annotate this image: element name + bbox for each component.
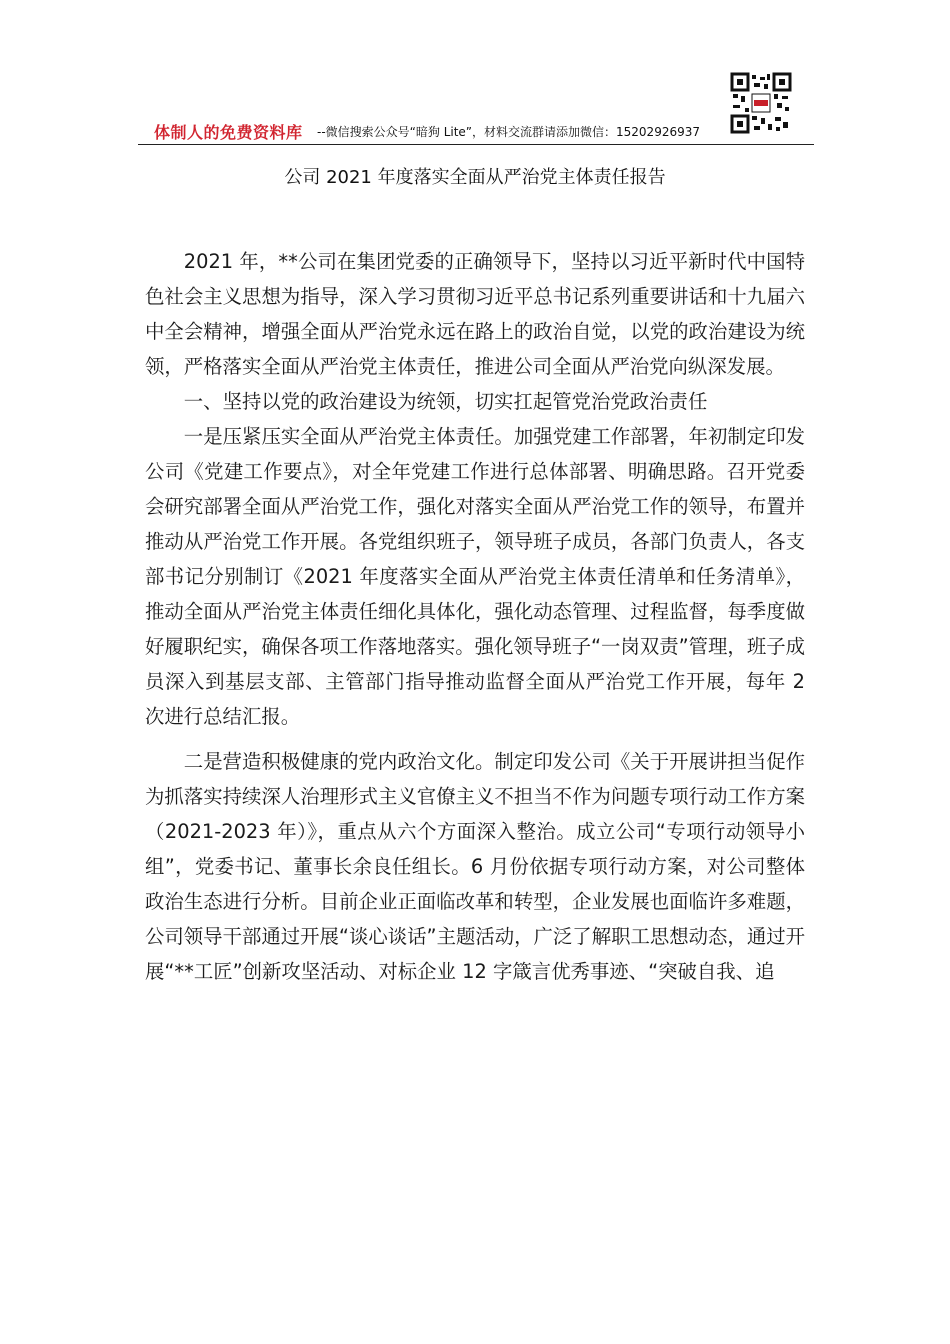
- section-heading-1: 一、坚持以党的政治建设为统领，切实扛起管党治党政治责任: [183, 390, 708, 413]
- paragraph-intro: 2021 年，**公司在集团党委的正确领导下，坚持以习近平新时代中国特色社会主义思想为指导，深入学习贯彻习近平总书记系列重要讲话和十九届六中全会精神，增强全面从严治党永远在路上的政治自觉，以党的政治建设为统领，严格落实全面从严治党主体责任，推进公司全面从严治党向纵深发展。: [145, 250, 805, 378]
- paragraph-1: 一是压紧压实全面从严治党主体责任。加强党建工作部署，年初制定印发公司《党建工作要点》，对全年党建工作进行总体部署、明确思路。召开党委会研究部署全面从严治党工作，强化对落实全面从严治党工作的领导，布置并推动从严治党工作开展。各党组织班子，领导班子成员，各部门负责人，各支部书记分别制订《2021 年度落实全面从严治党主体责任清单和任务清单》，推动全面从严治党主体责任细化具体化，强化动态管理、过程监督，每季度做好履职纪实，确保各项工作落地落实。强化领导班子“一岗双责”管理，班子成员深入到基层支部、主管部门指导推动监督全面从严治党工作开展，每年 2 次进行总结汇报。: [145, 425, 805, 728]
- header-divider: [138, 144, 814, 145]
- qr-code-icon: [730, 72, 792, 134]
- paragraph-2: 二是营造积极健康的党内政治文化。制定印发公司《关于开展讲担当促作为抓落实持续深人治理形式主义官僚主义不担当不作为问题专项行动工作方案（2021-2023 年）》，重点从六个方面深入整治。成立公司“专项行动领导小组”，党委书记、董事长余良任组长。6 月份依据专项行动方案，对公司整体政治生态进行分析。目前企业正面临改革和转型，企业发展也面临许多难题，公司领导干部通过开展“谈心谈话”主题活动，广泛了解职工思想动态，通过开展“**工匠”创新攻坚活动、对标企业 12 字箴言优秀事迹、“突破自我、追: [145, 750, 805, 983]
- document-body: [145, 244, 805, 989]
- page-header: [138, 72, 814, 146]
- document-title: 公司 2021 年度落实全面从严治党主体责任报告: [284, 167, 666, 188]
- header-note: --微信搜索公众号“暗狗 Lite”，材料交流群请添加微信：15202926937: [317, 125, 700, 139]
- header-brand: 体制人的免费资料库: [154, 123, 303, 142]
